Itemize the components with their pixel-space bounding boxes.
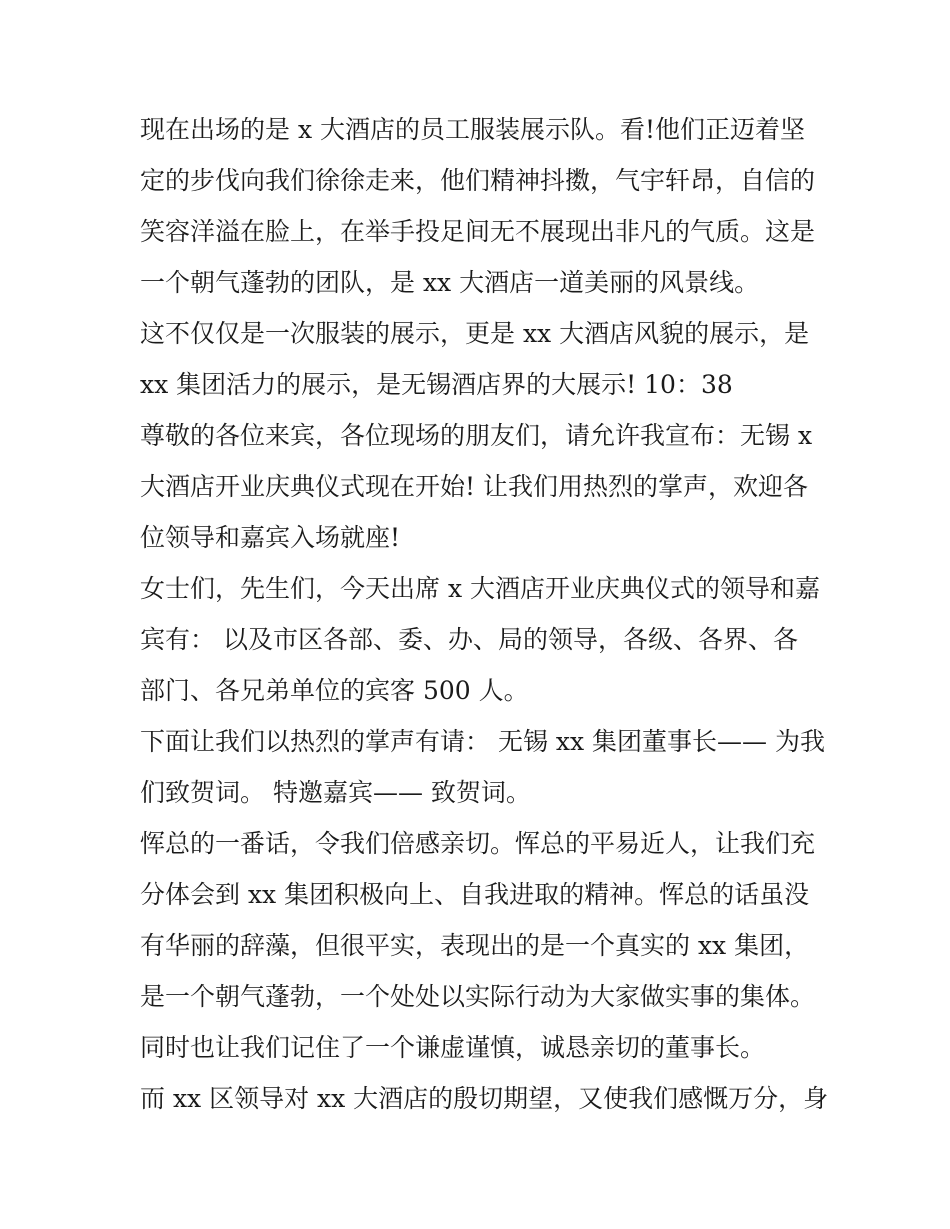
text-line: 这不仅仅是一次服装的展示，更是 xx 大酒店风貌的展示，是 [140,319,810,348]
text-line: 笑容洋溢在脸上，在举手投足间无不展现出非凡的气质。这是 [140,217,816,246]
document-text-body [140,104,829,1124]
text-line: 分体会到 xx 集团积极向上、自我进取的精神。恽总的话虽没 [140,880,810,909]
text-line: 大酒店开业庆典仪式现在开始! 让我们用热烈的掌声，欢迎各 [140,472,808,501]
text-line: 女士们，先生们，今天出席 x 大酒店开业庆典仪式的领导和嘉 [140,574,820,603]
text-line: 尊敬的各位来宾，各位现场的朋友们，请允许我宣布：无锡 x [140,421,813,450]
text-line: 一个朝气蓬勃的团队，是 xx 大酒店一道美丽的风景线。 [140,268,760,297]
text-line: 而 xx 区领导对 xx 大酒店的殷切期望，又使我们感慨万分，身 [140,1084,829,1113]
text-line: 同时也让我们记住了一个谦虚谨慎，诚恳亲切的董事长。 [140,1033,766,1062]
text-line: 有华丽的辞藻，但很平实，表现出的是一个真实的 xx 集团， [140,931,810,960]
text-line: 宾有： 以及市区各部、委、办、局的领导，各级、各界、各 [140,625,798,654]
text-line: 恽总的一番话，令我们倍感亲切。恽总的平易近人，让我们充 [140,829,816,858]
text-line: 们致贺词。 特邀嘉宾—— 致贺词。 [140,778,531,807]
text-line: 定的步伐向我们徐徐走来，他们精神抖擞，气宇轩昂，自信的 [140,166,816,195]
text-line: 下面让我们以热烈的掌声有请： 无锡 xx 集团董事长—— 为我 [140,727,825,756]
text-line: xx 集团活力的展示，是无锡酒店界的大展示! 10：38 [140,370,733,399]
text-line: 位领导和嘉宾入场就座! [140,523,401,552]
text-line: 现在出场的是 x 大酒店的员工服装展示队。看!他们正迈着坚 [140,115,806,144]
text-line: 是一个朝气蓬勃，一个处处以实际行动为大家做实事的集体。 [140,982,816,1011]
text-line: 部门、各兄弟单位的宾客 500 人。 [140,676,529,705]
